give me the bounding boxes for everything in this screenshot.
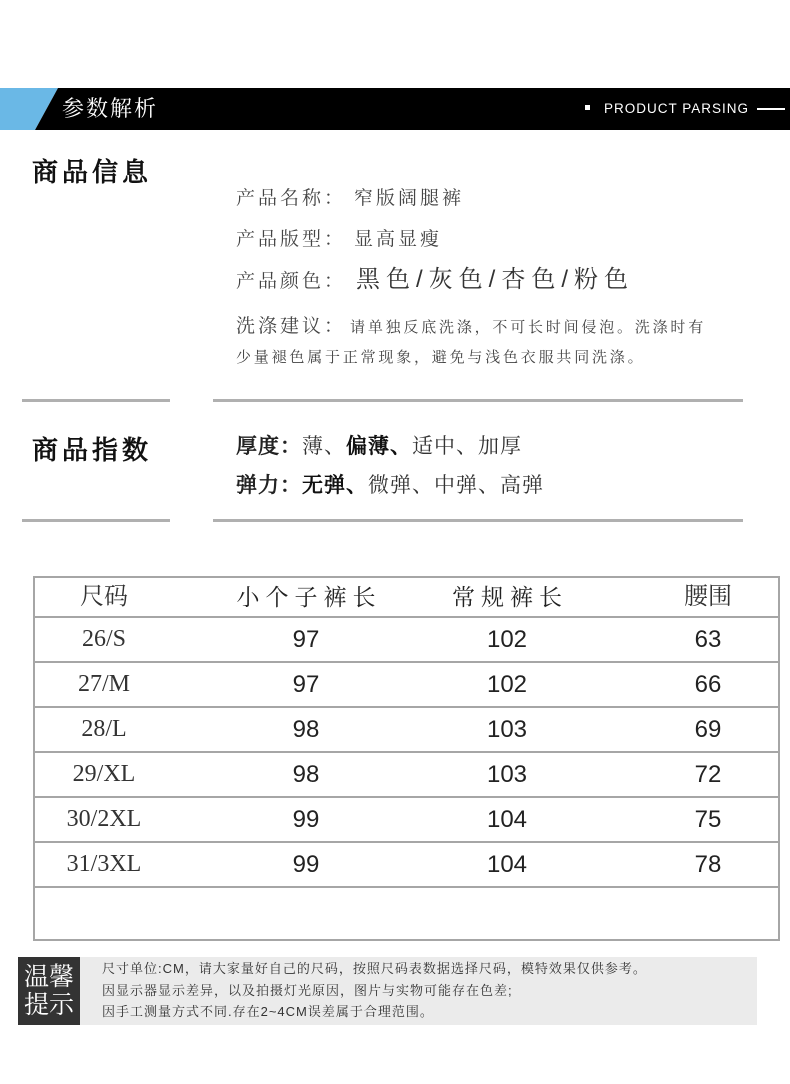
cell-size: 29/XL (72, 761, 136, 787)
dash-line-icon (757, 108, 785, 110)
header-short-length: 小个子裤长 (236, 584, 382, 610)
divider-right (213, 519, 743, 522)
cell-regular-length: 103 (486, 761, 528, 788)
cell-size: 28/L (81, 716, 127, 742)
cell-regular-length: 104 (486, 806, 528, 833)
header-waist: 腰围 (684, 584, 732, 610)
tips-badge (18, 957, 80, 1025)
cell-regular-length: 104 (486, 851, 528, 878)
divider-right (213, 399, 743, 402)
cell-short-length: 97 (292, 626, 320, 653)
table-row (35, 798, 778, 843)
tips-line: 因显示器显示差异，以及拍摄灯光原因，图片与实物可能存在色差; (102, 982, 513, 998)
elasticity-label: 弹力： (236, 474, 302, 497)
table-row (35, 753, 778, 798)
washing-advice-line-2: 少量褪色属于正常现象，避免与浅色衣服共同洗涤。 (236, 349, 646, 366)
section-banner (0, 88, 790, 130)
cell-size: 27/M (77, 671, 130, 697)
cell-short-length: 99 (292, 806, 320, 833)
size-table (33, 576, 780, 941)
tips-title-line-2: 提示 (23, 991, 74, 1019)
product-fit-label: 产品版型： (236, 229, 347, 250)
product-color-row (236, 264, 634, 296)
cell-waist: 72 (694, 761, 722, 788)
cell-waist: 66 (694, 671, 722, 698)
product-index-heading: 商品指数 (32, 435, 153, 465)
table-header-row (35, 578, 778, 618)
table-row (35, 708, 778, 753)
washing-advice-line-1: 请单独反底洗涤，不可长时间侵泡。洗涤时有 (350, 319, 707, 336)
banner-title: 参数解析 (62, 96, 159, 121)
cell-short-length: 98 (292, 716, 320, 743)
thickness-label: 厚度： (236, 435, 302, 458)
elasticity-option: 微弹、 (368, 474, 434, 497)
table-row (35, 843, 778, 888)
cell-waist: 75 (694, 806, 722, 833)
cell-size: 30/2XL (66, 806, 142, 832)
thickness-option: 薄、 (302, 435, 346, 458)
product-name-value: 窄版阔腿裤 (354, 188, 465, 209)
elasticity-option: 无弹、 (302, 474, 368, 497)
table-row (35, 618, 778, 663)
product-color-label: 产品颜色： (236, 271, 347, 292)
elasticity-option: 中弹、 (434, 474, 500, 497)
cell-waist: 69 (694, 716, 722, 743)
washing-advice-row (236, 315, 706, 339)
product-fit-row (236, 228, 442, 252)
thickness-option: 偏薄、 (346, 435, 412, 458)
product-fit-value: 显高显瘦 (354, 229, 443, 250)
header-regular-length: 常规裤长 (452, 584, 568, 610)
tips-box (18, 957, 757, 1025)
tips-text (102, 958, 647, 1023)
cell-short-length: 99 (292, 851, 320, 878)
thickness-row (236, 434, 522, 460)
cell-waist: 63 (694, 626, 722, 653)
washing-advice-label: 洗涤建议： (236, 316, 347, 337)
cell-short-length: 98 (292, 761, 320, 788)
square-bullet-icon (585, 105, 590, 110)
cell-short-length: 97 (292, 671, 320, 698)
cell-waist: 78 (694, 851, 722, 878)
cell-size: 31/3XL (66, 851, 142, 877)
thickness-option: 适中、 (412, 435, 478, 458)
tips-title-line-1: 温馨 (23, 963, 74, 991)
header-size: 尺码 (80, 584, 128, 610)
elasticity-row (236, 473, 544, 499)
cell-regular-length: 102 (486, 671, 528, 698)
cell-regular-length: 103 (486, 716, 528, 743)
divider-left (22, 399, 170, 402)
table-row (35, 663, 778, 708)
product-name-row (236, 187, 464, 211)
banner-subtitle: PRODUCT PARSING (604, 101, 750, 116)
product-name-label: 产品名称： (236, 188, 347, 209)
divider-left (22, 519, 170, 522)
product-color-value: 黑色/灰色/杏色/粉色 (356, 266, 635, 293)
tips-line: 尺寸单位:CM，请大家量好自己的尺码，按照尺码表数据选择尺码，模特效果仅供参考。 (102, 961, 647, 976)
thickness-option: 加厚 (478, 435, 522, 458)
product-info-heading: 商品信息 (32, 157, 153, 187)
tips-line: 因手工测量方式不同.存在2~4CM误差属于合理范围。 (102, 1004, 434, 1019)
cell-size: 26/S (81, 626, 126, 652)
elasticity-option: 高弹 (500, 474, 544, 497)
cell-regular-length: 102 (486, 626, 528, 653)
